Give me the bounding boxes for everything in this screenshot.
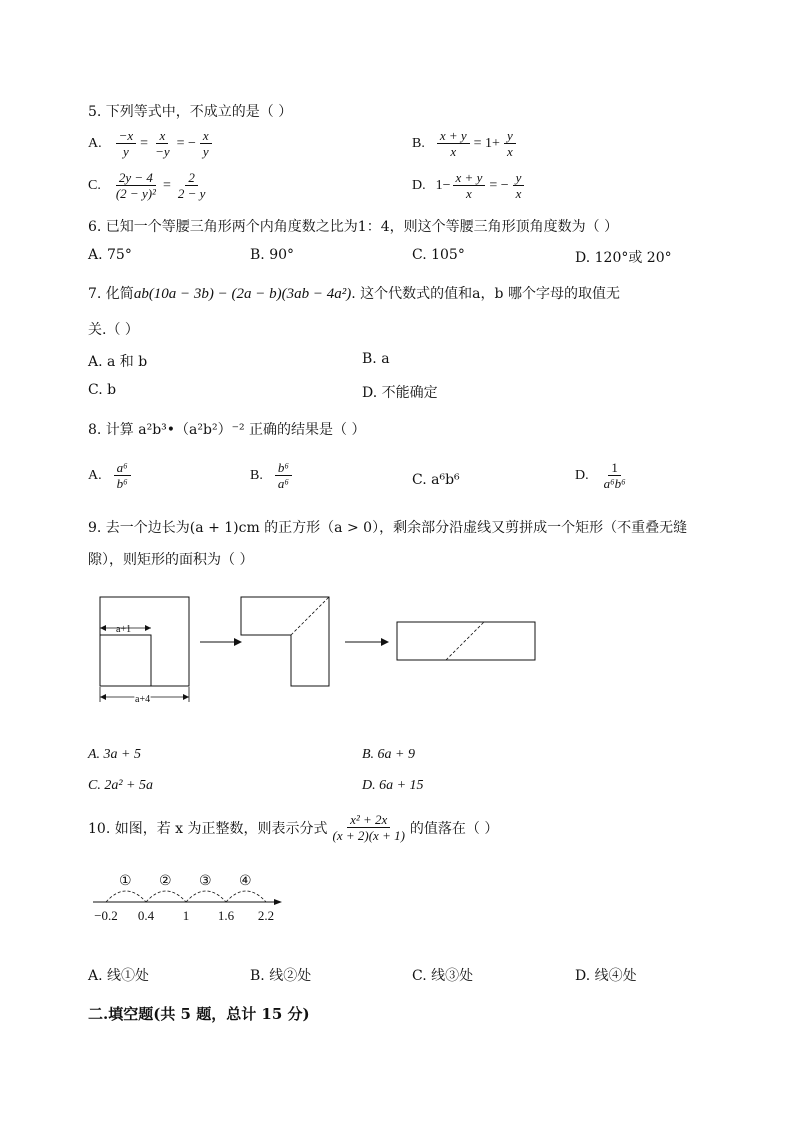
tick-label: 1 (182, 908, 190, 923)
num: a⁶ (114, 460, 131, 476)
num: x² + 2x (347, 812, 390, 828)
circle-label-2: ② (159, 873, 172, 889)
den: x (506, 144, 513, 159)
den: a⁶ (277, 476, 289, 491)
q7-stem-pre: 7. 化简 (88, 286, 134, 302)
q8-b-label: B. (250, 467, 263, 483)
num: x (200, 128, 212, 144)
arc-3 (186, 891, 226, 902)
q9-option-d: D. 6a + 15 (362, 778, 424, 793)
q5-a-frac3 (200, 128, 212, 159)
q5-option-b (412, 128, 518, 159)
q5-b-label: B. (412, 135, 425, 151)
q8-d-label: D. (575, 467, 589, 483)
den: x (450, 144, 457, 159)
q5-c-frac2 (175, 170, 209, 201)
q7-expression: ab(10a − 3b) − (2a − b)(3ab − 4a²) (133, 286, 352, 302)
q8-option-c: C. a⁶b⁶ (412, 472, 460, 488)
q7-stem-line1 (88, 283, 620, 303)
q6-stem: 6. 已知一个等腰三角形两个内角度数之比为1：4，则这个等腰三角形顶角度数为（ ） (88, 219, 619, 235)
q9-stem-line2: 隙），则矩形的面积为（ ） (88, 552, 254, 568)
num: x + y (453, 170, 486, 186)
arrowhead (183, 694, 189, 700)
q8-b-frac (275, 460, 292, 491)
q8-option-b (250, 460, 294, 491)
inner-square (100, 635, 151, 686)
circle-label-4: ④ (239, 873, 252, 889)
outer-square (100, 597, 189, 686)
q10-stem (88, 812, 498, 843)
q8-d-frac (601, 460, 629, 491)
arrowhead (100, 694, 106, 700)
q5-b-frac2 (504, 128, 516, 159)
cut-line (291, 597, 329, 635)
q7-option-a: A. a 和 b (88, 354, 148, 370)
den: a⁶b⁶ (603, 476, 626, 491)
arc-2 (146, 891, 186, 902)
q7-option-d: D. 不能确定 (362, 385, 438, 401)
q7-stem-line2: 关.（ ） (88, 322, 139, 338)
den: (2 − y)² (115, 186, 156, 201)
q6-option-d: D. 120°或 20° (575, 250, 672, 266)
num: y (513, 170, 525, 186)
q7-option-c: C. b (88, 382, 117, 398)
tick-label: 2.2 (257, 908, 275, 923)
q10-stem-post: 的值落在（ ） (409, 820, 499, 837)
q10-option-b: B. 线②处 (250, 968, 312, 984)
q5-d-frac1 (453, 170, 486, 201)
axis-arrowhead (274, 899, 282, 905)
q9-figure (90, 590, 550, 710)
arrowhead (100, 625, 106, 631)
q5-d-frac2 (513, 170, 525, 201)
dim-label-bottom: a+4 (135, 694, 151, 705)
den: y (123, 144, 129, 159)
q5-option-a: A. $\frac{-x}{y}$ = $\frac{x}{-y}$ = − $\frac{x}{y}$ (88, 128, 214, 159)
tick-label: −0.2 (94, 908, 118, 923)
q8-option-d (575, 460, 631, 491)
q5-b-frac1 (437, 128, 470, 159)
q6-option-b: B. 90° (250, 247, 295, 263)
q6-option-c: C. 105° (412, 247, 465, 263)
circle-label-1: ① (119, 873, 132, 889)
section-heading: 二.填空题(共 5 题，总计 15 分) (88, 1005, 310, 1023)
q7-option-b: B. a (362, 351, 390, 367)
q10-option-d: D. 线④处 (575, 968, 637, 984)
den: x (466, 186, 472, 201)
q5-stem: 5. 下列等式中，不成立的是（ ） (88, 104, 293, 120)
q5-d-label: D. (412, 177, 426, 193)
q9-option-b: B. 6a + 9 (362, 747, 415, 762)
arrowhead (234, 638, 242, 646)
q9-option-a: A. 3a + 5 (88, 747, 141, 762)
arc-1 (106, 891, 146, 902)
q8-option-a (88, 460, 133, 491)
circle-label-3: ③ (199, 873, 212, 889)
num: x + y (437, 128, 470, 144)
q5-c-frac1 (113, 170, 159, 201)
cut-line (446, 622, 484, 660)
q5-a-frac1 (116, 128, 137, 159)
den: y (202, 144, 209, 159)
dim-label-top: a+1 (116, 624, 132, 635)
q8-stem: 8. 计算 a²b³•（a²b²）⁻² 正确的结果是（ ） (88, 422, 366, 438)
q9-stem-line1: 9. 去一个边长为(a + 1)cm 的正方形（a > 0），剩余部分沿虚线又剪拼成一个矩形（不重叠无缝 (88, 520, 688, 536)
q5-d-lhs: 1− (435, 177, 451, 193)
arrowhead (381, 638, 389, 646)
num: 2y − 4 (116, 170, 156, 186)
q5-c-label: C. (88, 177, 101, 193)
num: b⁶ (275, 460, 292, 476)
result-rectangle (397, 622, 535, 660)
q8-a-label: A. (88, 467, 102, 483)
q10-option-c: C. 线③处 (412, 968, 474, 984)
q6-option-a: A. 75° (88, 247, 132, 263)
q5-option-d: D. 1− $\frac{x + y}{x}$ = − $\frac{y}{x}$ (412, 170, 526, 201)
q10-fraction (330, 812, 408, 843)
num: x (156, 128, 168, 144)
num: y (504, 128, 516, 144)
arc-4 (226, 891, 266, 902)
q5-b-rhs: = 1+ (473, 135, 500, 151)
num: 2 (185, 170, 198, 186)
q10-option-a: A. 线①处 (88, 968, 150, 984)
q10-number-line (85, 866, 295, 926)
arrowhead (145, 625, 151, 631)
num: −x (116, 128, 137, 144)
den: 2 − y (177, 186, 206, 201)
q10-stem-pre: 10. 如图，若 x 为正整数，则表示分式 (88, 820, 328, 837)
tick-label: 0.4 (137, 908, 155, 923)
q5-option-c: C. $\frac{2y - 4}{\text{(2 − y)²}}$ = $\frac{2}{2 - y}$ (88, 170, 210, 201)
q5-a-frac2 (152, 128, 173, 159)
q9-option-c: C. 2a² + 5a (88, 778, 153, 793)
q7-stem-post: . 这个代数式的值和a，b 哪个字母的取值无 (351, 286, 620, 302)
tick-label: 1.6 (217, 908, 235, 923)
l-shape (241, 597, 329, 686)
num: 1 (608, 460, 621, 476)
den: b⁶ (116, 476, 128, 491)
den: −y (155, 144, 170, 159)
den: (x + 2)(x + 1) (332, 828, 405, 843)
q5-a-label: A. (88, 135, 102, 151)
q8-a-frac (114, 460, 131, 491)
den: x (515, 186, 522, 201)
